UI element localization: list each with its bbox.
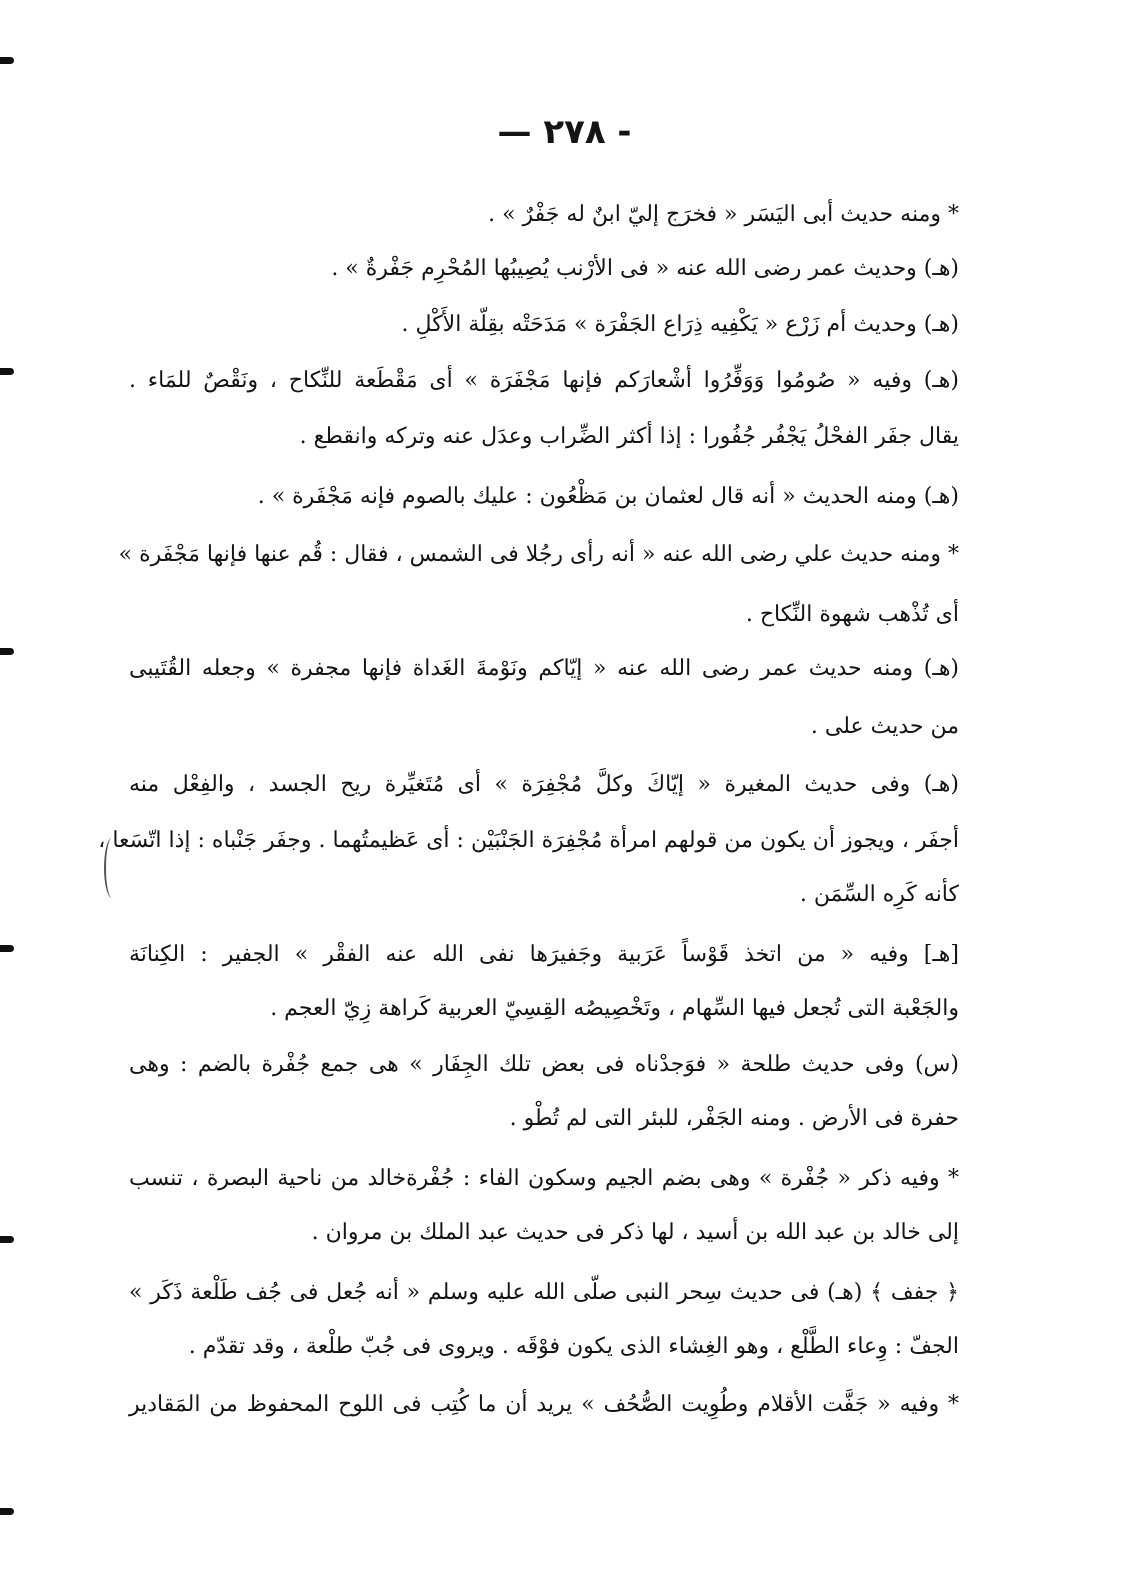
scan-edge-mark bbox=[0, 945, 14, 952]
scan-edge-mark bbox=[0, 1236, 14, 1243]
page-number: — ٢٧٨ - bbox=[497, 112, 632, 152]
text-line: * ومنه حديث علي رضى الله عنه « أنه رأى رجُلا فى الشمس ، فقال : قُم عنها فإنها مَجْفَرة » bbox=[118, 542, 959, 567]
scan-edge-mark bbox=[0, 648, 14, 655]
text-line: أجفَر ، ويجوز أن يكون من قولهم امرأة مُجْفِرَة الجَنْبَيْن : أى عَظيمتُهما . وجفَر جَنْباه : إذا اتّسَعا ، bbox=[98, 828, 959, 853]
text-line: * ومنه حديث أبى اليَسَر « فخرَج إليّ ابنٌ له جَفْرٌ » . bbox=[488, 202, 959, 227]
text-line: (هـ) وحديث أم زَرْع « يَكْفِيه ذِرَاع الجَفْرَة » مَدَحَتْه بقِلّة الأَكْلِ . bbox=[401, 312, 959, 337]
text-line: حفرة فى الأرض . ومنه الجَفْر، للبئر التى لم تُطْو . bbox=[509, 1106, 959, 1131]
gutter-mark bbox=[104, 838, 120, 898]
text-line: من حديث على . bbox=[810, 714, 959, 739]
text-line: أى تُذْهب شهوة النِّكاح . bbox=[745, 602, 959, 627]
text-line: (س) وفى حديث طلحة « فوَجدْناه فى بعض تلك الجِفَار » هى جمع جُفْرة بالضم : وهى bbox=[129, 1052, 959, 1077]
text-line: * وفيه « جَفَّت الأقلام وطُوِيت الصُّحُف » يريد أن ما كُتِب فى اللوح المحفوظ من المَقادير bbox=[129, 1392, 959, 1417]
text-line: (هـ) وحديث عمر رضى الله عنه « فى الأرْنب يُصِيبُها المُحْرِم جَفْرةٌ » . bbox=[331, 256, 959, 281]
text-line: [هـ] وفيه « من اتخذ قَوْساً عَرَبية وجَفيرَها نفى الله عنه الفقْر » الجفير : الكِنانَة bbox=[129, 942, 959, 967]
text-line: (هـ) ومنه الحديث « أنه قال لعثمان بن مَظْعُون : عليك بالصوم فإنه مَجْفَرة » . bbox=[257, 484, 959, 509]
text-line: إلى خالد بن عبد الله بن أسيد ، لها ذكر فى حديث عبد الملك بن مروان . bbox=[311, 1220, 959, 1245]
text-line: (هـ) وفيه « صُومُوا وَوَفِّرُوا أشْعارَكم فإنها مَجْفَرَة » أى مَقْطَعة للنِّكاح ، ونَقْصٌ للمَاء . bbox=[129, 368, 959, 393]
text-line: كأنه كَرِه السِّمَن . bbox=[799, 882, 959, 907]
scan-edge-mark bbox=[0, 57, 14, 64]
scan-edge-mark bbox=[0, 1508, 14, 1515]
text-line: * وفيه ذكر « جُفْرة » وهى بضم الجيم وسكون الفاء : جُفْرةخالد من ناحية البصرة ، تنسب bbox=[129, 1166, 959, 1191]
text-line: والجَعْبة التى تُجعل فيها السِّهام ، وتَخْصِيصُه القِسِيّ العربية كَراهة زِيّ العجم . bbox=[270, 996, 959, 1021]
text-line: ﴿ جفف ﴾ (هـ) فى حديث سِحر النبى صلّى الله عليه وسلم « أنه جُعل فى جُف طَلْعة ذَكَر » bbox=[129, 1280, 959, 1305]
text-line: (هـ) وفى حديث المغيرة « إيّاكَ وكلَّ مُجْفِرَة » أى مُتَغيِّرة ريح الجسد ، والفِعْل منه bbox=[129, 772, 959, 797]
text-line: الجفّ : وِعاء الطَّلْع ، وهو الغِشاء الذى يكون فوْقَه . ويروى فى جُبّ طلْعة ، وقد تقدّم . bbox=[188, 1334, 959, 1359]
scan-edge-mark bbox=[0, 368, 14, 375]
text-line: يقال جفَر الفحْلُ يَجْفُر جُفُورا : إذا أكثر الضِّراب وعدَل عنه وتركه وانقطع . bbox=[299, 424, 959, 449]
text-line: (هـ) ومنه حديث عمر رضى الله عنه « إيّاكم ونَوْمةَ الغَداة فإنها مجفرة » وجعله القُتَيبى bbox=[129, 656, 959, 681]
